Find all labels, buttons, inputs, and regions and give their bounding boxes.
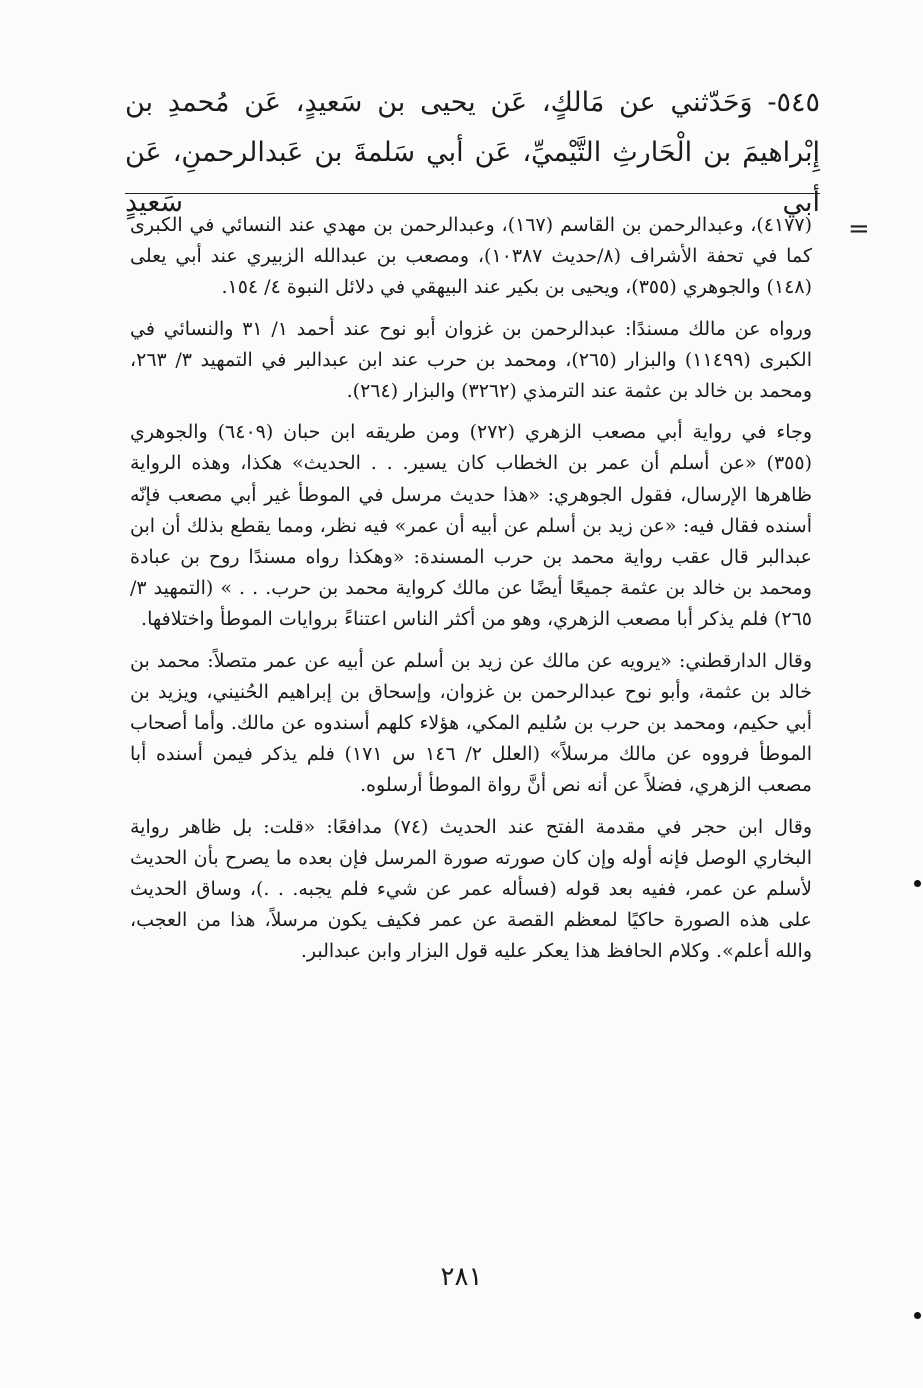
margin-dot: [914, 1312, 921, 1319]
footnote-paragraph: وقال الدارقطني: «يرويه عن مالك عن زيد بن أسلم عن أبيه عن عمر متصلاً: محمد بن خالد بن عثمة، وأبو نوح عبدالرحمن بن غزوان، وإسحاق بن إبراهيم الحُنيني، ويزيد بن أبي حكيم، ومحمد بن حرب بن سُليم المكي، هؤلاء كلهم أسندوه عن مالك. وأما أصحاب الموطأ فرووه عن مالك مرسلاً» (العلل ٢/ ١٤٦ س ١٧١) فلم يذكر فيمن أسنده أبا مصعب الزهري، فضلاً عن أنه نص أنَّ رواة الموطأ أرسلوه.: [130, 649, 812, 797]
page-number: ٢٨١: [440, 1262, 483, 1292]
hadith-line-1: ٥٤٥- وَحَدّثني عن مَالكٍ، عَن يحيى بن سَعيدٍ، عَن مُحمدِ بن: [125, 87, 820, 118]
footnote-paragraph: وقال ابن حجر في مقدمة الفتح عند الحديث (٧٤) مدافعًا: «قلت: بل ظاهر رواية البخاري الوصل فإنه أوله وإن كان صورته صورة المرسل فإن بعده ما يصرح بأن الحديث لأسلم عن عمر، ففيه بعد قوله (فسأله عمر عن شيء فلم يجبه. . .)، وساق الحديث على هذه الصورة حاكيًا لمعظم القصة عن عمر فكيف يكون مرسلاً، هذا من العجب، والله أعلم». وكلام الحافظ هذا يعكر عليه قول البزار وابن عبدالبر.: [130, 815, 812, 963]
hadith-line-2: إِبْراهيمَ بن الْحَارثِ التَّيْميِّ، عَن أبي سَلمةَ بن عَبدالرحمنِ، عَن أبي سَعيدٍ: [125, 137, 820, 218]
footnote-separator: [125, 193, 820, 194]
margin-dot: [914, 880, 921, 887]
footnotes: [130, 210, 812, 978]
footnote-paragraph: (٤١٧٧)، وعبدالرحمن بن القاسم (١٦٧)، وعبدالرحمن بن مهدي عند النسائي في الكبرى كما في تحفة الأشراف (٨/حديث ١٠٣٨٧)، ومصعب بن عبدالله الزبيري عند أبي يعلى (١٤٨) والجوهري (٣٥٥)، ويحيى بن بكير عند البيهقي في دلائل النبوة ٤/ ١٥٤.: [130, 214, 812, 299]
continuation-mark: =: [848, 214, 870, 244]
footnote-paragraph: وجاء في رواية أبي مصعب الزهري (٢٧٢) ومن طريقه ابن حبان (٦٤٠٩) والجوهري (٣٥٥) «عن أسلم أن عمر بن الخطاب كان يسير. . . الحديث» هكذا، وهذه الرواية ظاهرها الإرسال، فقول الجوهري: «هذا حديث مرسل في الموطأ غير أبي مصعب فإنّه أسنده فقال فيه: «عن زيد بن أسلم عن أبيه أن عمر» فيه نظر، ومما يقطع بذلك أن ابن عبدالبر قال عقب رواية محمد بن حرب المسندة: «وهكذا رواه مسندًا روح بن عبادة ومحمد بن خالد بن عثمة جميعًا أيضًا عن مالك كرواية محمد بن حرب. . . » (التمهيد ٣/ ٢٦٥) فلم يذكر أبا مصعب الزهري، وهو من أكثر الناس اعتناءً بروايات الموطأ واختلافها.: [130, 421, 813, 631]
hadith-text: [125, 78, 820, 228]
footnote-paragraph: ورواه عن مالك مسندًا: عبدالرحمن بن غزوان أبو نوح عند أحمد ١/ ٣١ والنسائي في الكبرى (١١٤٩٩) والبزار (٢٦٥)، ومحمد بن حرب عند ابن عبدالبر في التمهيد ٣/ ٢٦٣، ومحمد بن خالد بن عثمة عند الترمذي (٣٢٦٢) والبزار (٢٦٤).: [130, 317, 812, 403]
